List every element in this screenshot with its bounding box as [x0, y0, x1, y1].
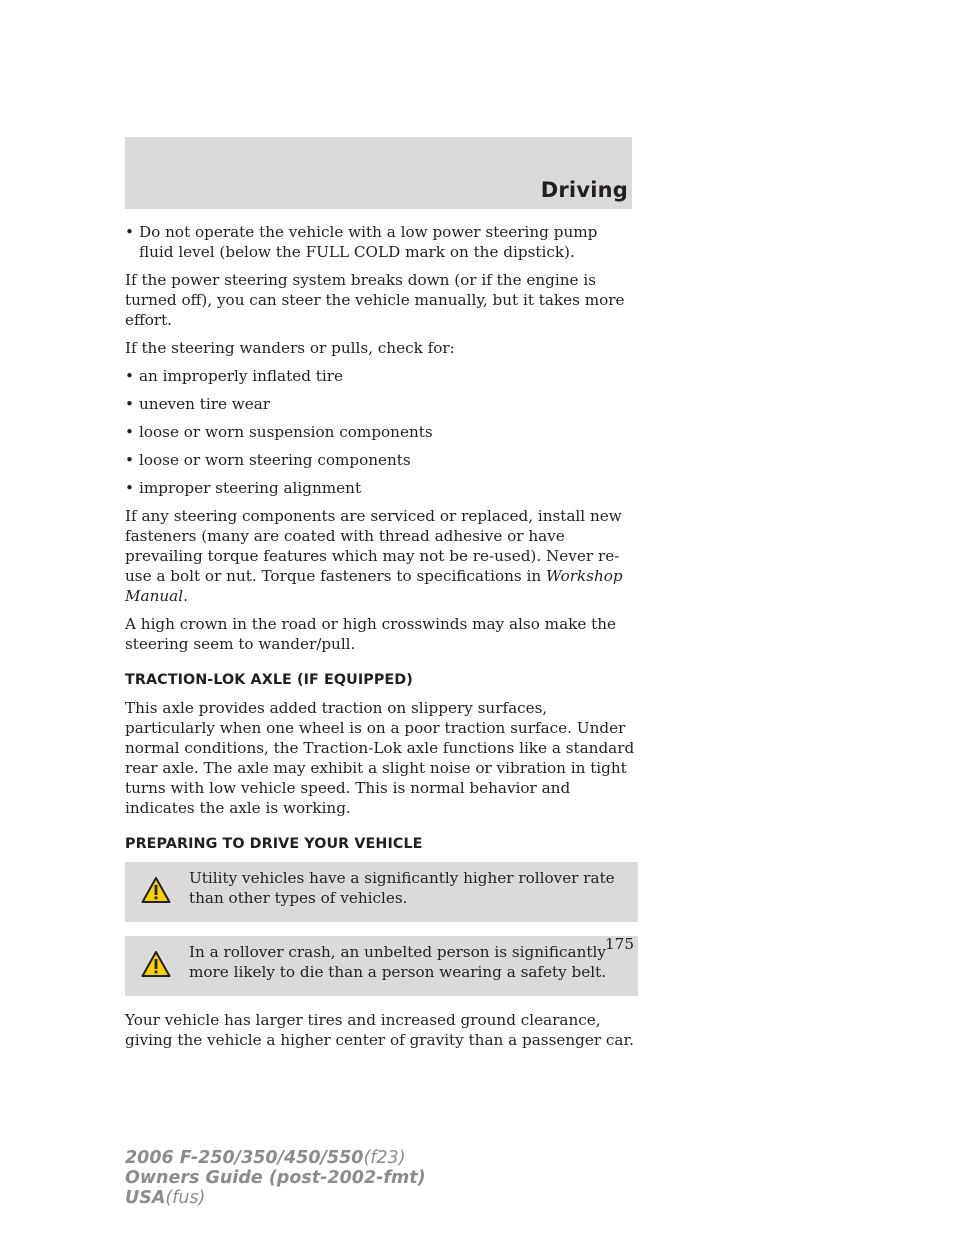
workshop-manual-reference: Workshop Manual — [125, 567, 623, 605]
footer-model-code: (f23) — [363, 1148, 406, 1168]
paragraph-crown: A high crown in the road or high crosswinds may also make the steering seem to wander/pull. — [125, 615, 617, 653]
check-item — [125, 450, 635, 470]
heading-preparing: PREPARING TO DRIVE YOUR VEHICLE — [125, 836, 423, 852]
page-content — [125, 222, 635, 1058]
footer-identifier — [125, 1148, 426, 1208]
paragraph-fasteners — [125, 506, 635, 606]
footer-market: USA — [125, 1188, 166, 1208]
footer-line-2: Owners Guide (post-2002-fmt) — [125, 1168, 426, 1188]
check-item-text: loose or worn steering components — [139, 451, 411, 469]
paragraph-traction: This axle provides added traction on slippery surfaces, particularly when one wheel is on a poor traction surface. Under normal conditions, the Traction-Lok axle functions like a standard rear axle. The axle may exhibit a slight noise or vibration in tight turns with low vehicle speed. This is normal behavior and indicates the axle is working. — [125, 699, 635, 817]
bullet-dot: • — [125, 395, 134, 413]
bullet-item — [125, 222, 635, 262]
check-item-text: improper steering alignment — [139, 479, 362, 497]
bullet-dot: • — [125, 423, 134, 441]
warning-box — [125, 862, 638, 922]
paragraph-final: Your vehicle has larger tires and increased ground clearance, giving the vehicle a higher center of gravity than a passenger car. — [125, 1011, 634, 1049]
footer-line-3 — [125, 1188, 426, 1208]
bullet-dot: • — [125, 451, 134, 469]
bullet-text: Do not operate the vehicle with a low power steering pump fluid level (below the FULL COLD mark on the dipstick). — [139, 223, 598, 261]
check-item — [125, 478, 635, 498]
footer-model: 2006 F-250/350/450/550 — [125, 1148, 364, 1168]
warning-triangle-icon — [141, 950, 171, 978]
bullet-dot: • — [125, 479, 134, 497]
check-item — [125, 394, 635, 414]
check-item-text: loose or worn suspension components — [139, 423, 433, 441]
check-item — [125, 422, 635, 442]
check-item — [125, 366, 635, 386]
fasteners-period: . — [183, 587, 188, 605]
warning-text: Utility vehicles have a significantly higher rollover rate than other types of vehicles. — [189, 869, 615, 907]
check-item-text: an improperly inflated tire — [139, 367, 343, 385]
bullet-dot: • — [125, 223, 134, 241]
warning-box — [125, 936, 638, 996]
section-header-band — [125, 137, 632, 209]
heading-traction-lok: TRACTION-LOK AXLE (IF EQUIPPED) — [125, 672, 413, 688]
section-title: Driving — [540, 178, 628, 202]
check-item-text: uneven tire wear — [139, 395, 271, 413]
fasteners-text: If any steering components are serviced or replaced, install new fasteners (many are coated with thread adhesive or have prevailing torque features which may not be re-used). Never re-use a bolt or nut. Torque fasteners to specifications in — [125, 507, 622, 585]
bullet-dot: • — [125, 367, 134, 385]
warning-text: In a rollover crash, an unbelted person is significantly more likely to die than a person wearing a safety belt. — [189, 943, 607, 981]
footer-market-code: (fus) — [165, 1188, 206, 1208]
footer-line-1 — [125, 1148, 426, 1168]
paragraph-wanders: If the steering wanders or pulls, check for: — [125, 339, 455, 357]
warning-triangle-icon — [141, 876, 171, 904]
page-number: 175 — [605, 935, 634, 953]
paragraph-breakdown: If the power steering system breaks down (or if the engine is turned off), you can steer the vehicle manually, but it takes more effort. — [125, 271, 625, 329]
